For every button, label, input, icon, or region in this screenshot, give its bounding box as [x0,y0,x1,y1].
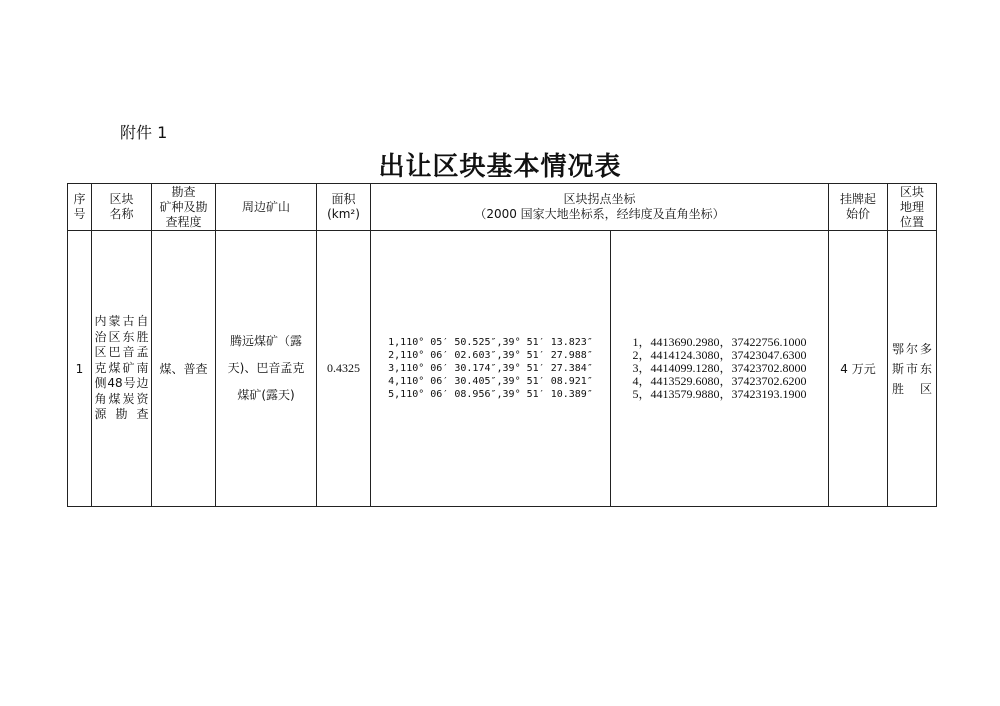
cell-nearby-mines: 腾远煤矿（露 天)、巴音孟克 煤矿(露天) [216,231,317,507]
location-text: 鄂尔多斯市东胜区 [892,341,932,396]
attachment-label: 附件 1 [120,123,168,142]
table-header-row [68,184,937,231]
cell-block-name [92,231,152,507]
cell-starting-price: 4 万元 [829,231,888,507]
header-location: 区块 地理 位置 [888,184,937,231]
cell-geo-coordinates: 1,110° 05′ 50.525″,39° 51′ 13.823″ 2,110° 06′ 02.603″,39° 51′ 27.988″ 3,110° 06′ 30.174″,39° 51′ 27.384″ 4,110° 06′ 30.405″,39° 51′ 08.921″ 5,110° 06′ 08.956″,39° 51′ 10.389″ [371,231,611,507]
cell-seq: 1 [68,231,92,507]
header-block-name: 区块 名称 [92,184,152,231]
block-name-text: 内蒙古自治区东胜区巴音孟克煤矿南侧48号边角煤炭资源勘查 [94,314,149,422]
header-starting-price: 挂牌起 始价 [829,184,888,231]
page-title: 出让区块基本情况表 [378,152,622,182]
block-info-table [67,183,937,507]
header-coordinates: 区块拐点坐标 （2000 国家大地坐标系，经纬度及直角坐标） [371,184,829,231]
cell-location [888,231,937,507]
header-mineral-survey: 勘查 矿种及勘 查程度 [152,184,216,231]
cell-rect-coordinates: 1，4413690.2980，37422756.1000 2，4414124.3080，37423047.6300 3，4414099.1280，37423702.8000 4，4413529.6080，37423702.6200 5，4413579.9880，37423193.1900 [611,231,829,507]
table-row [68,231,937,507]
header-nearby-mines: 周边矿山 [216,184,317,231]
header-seq: 序 号 [68,184,92,231]
header-area: 面积 (km²) [317,184,371,231]
cell-area: 0.4325 [317,231,371,507]
cell-mineral-survey: 煤、普查 [152,231,216,507]
